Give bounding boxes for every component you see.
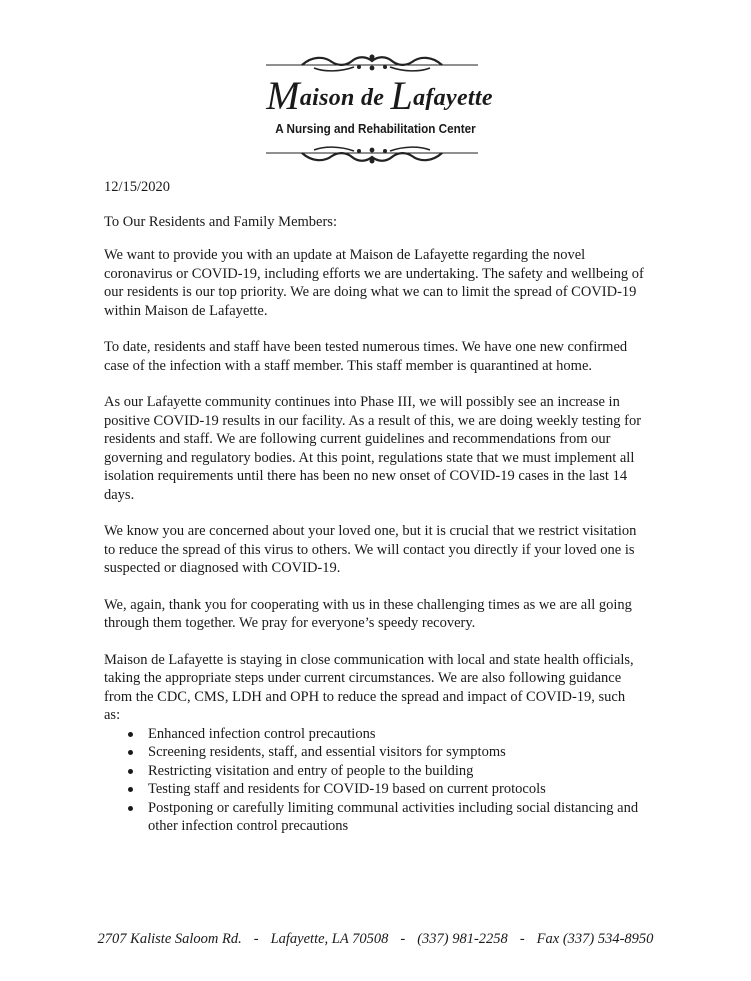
footer-city: Lafayette, LA 70508 <box>270 931 389 947</box>
letterhead-logo <box>0 73 751 118</box>
paragraph-testing: To date, residents and staff have been tested numerous times. We have one new confirmed case of the infection with a staff member. This staff member is quarantined at home. <box>104 339 628 374</box>
footer-separator: - <box>519 931 525 947</box>
footer-separator: - <box>400 931 406 947</box>
list-item: Postponing or carefully limiting communal activities including social distancing and other infection control precautions <box>104 799 644 836</box>
bottom-ornament-decoration <box>262 144 482 166</box>
letter-greeting: To Our Residents and Family Members: <box>104 213 337 230</box>
list-item: Testing staff and residents for COVID-19 based on current protocols <box>104 780 644 799</box>
paragraph-communication: Maison de Lafayette is staying in close communication with local and state health officials, taking the appropriate steps under current circumstances. We are also following guidance from the CDC, CMS, LDH and OPH to reduce the spread and impact of COVID-19, such as: <box>104 651 634 723</box>
list-item: Enhanced infection control precautions <box>104 725 644 744</box>
letter-footer <box>0 931 751 948</box>
facility-name: Maison de Lafayette <box>266 73 493 118</box>
list-item: Restricting visitation and entry of people to the building <box>104 762 644 781</box>
letter-body <box>104 178 644 836</box>
letter-date: 12/15/2020 <box>104 179 171 195</box>
footer-address: 2707 Kaliste Saloom Rd. <box>97 931 242 947</box>
list-item: Screening residents, staff, and essential visitors for symptoms <box>104 743 644 762</box>
bullet-icon <box>128 769 133 774</box>
precautions-list <box>104 725 644 836</box>
footer-fax: Fax (337) 534-8950 <box>536 931 654 947</box>
footer-separator: - <box>253 931 259 947</box>
bullet-icon <box>128 732 133 737</box>
bullet-icon <box>128 787 133 792</box>
paragraph-update: We want to provide you with an update at Maison de Lafayette regarding the novel coronavirus or COVID-19, including efforts we are undertaking. The safety and wellbeing of our residents is our top priority. We are doing what we can to limit the spread of COVID-19 within Maison de Lafayette. <box>104 247 644 319</box>
paragraph-phase-iii: As our Lafayette community continues into Phase III, we will possibly see an increase in positive COVID-19 results in our facility. As a result of this, we are doing weekly testing for residents and staff. We are following current guidelines and recommendations from our governing and regulatory bodies. At this point, regulations state that we must implement all isolation requirements until there has been no new onset of COVID-19 cases in the last 14 days. <box>104 394 642 503</box>
paragraph-thanks: We, again, thank you for cooperating with us in these challenging times as we are all going through them together. We pray for everyone’s speedy recovery. <box>104 596 632 631</box>
top-ornament-decoration <box>262 52 482 74</box>
bullet-icon <box>128 750 133 755</box>
paragraph-visitation: We know you are concerned about your loved one, but it is crucial that we restrict visitation to reduce the spread of this virus to others. We will contact you directly if your loved one is suspected or diagnosed with COVID-19. <box>104 523 637 576</box>
facility-subtitle: A Nursing and Rehabilitation Center <box>275 121 476 136</box>
bullet-icon <box>128 806 133 811</box>
footer-phone: (337) 981-2258 <box>417 931 508 947</box>
